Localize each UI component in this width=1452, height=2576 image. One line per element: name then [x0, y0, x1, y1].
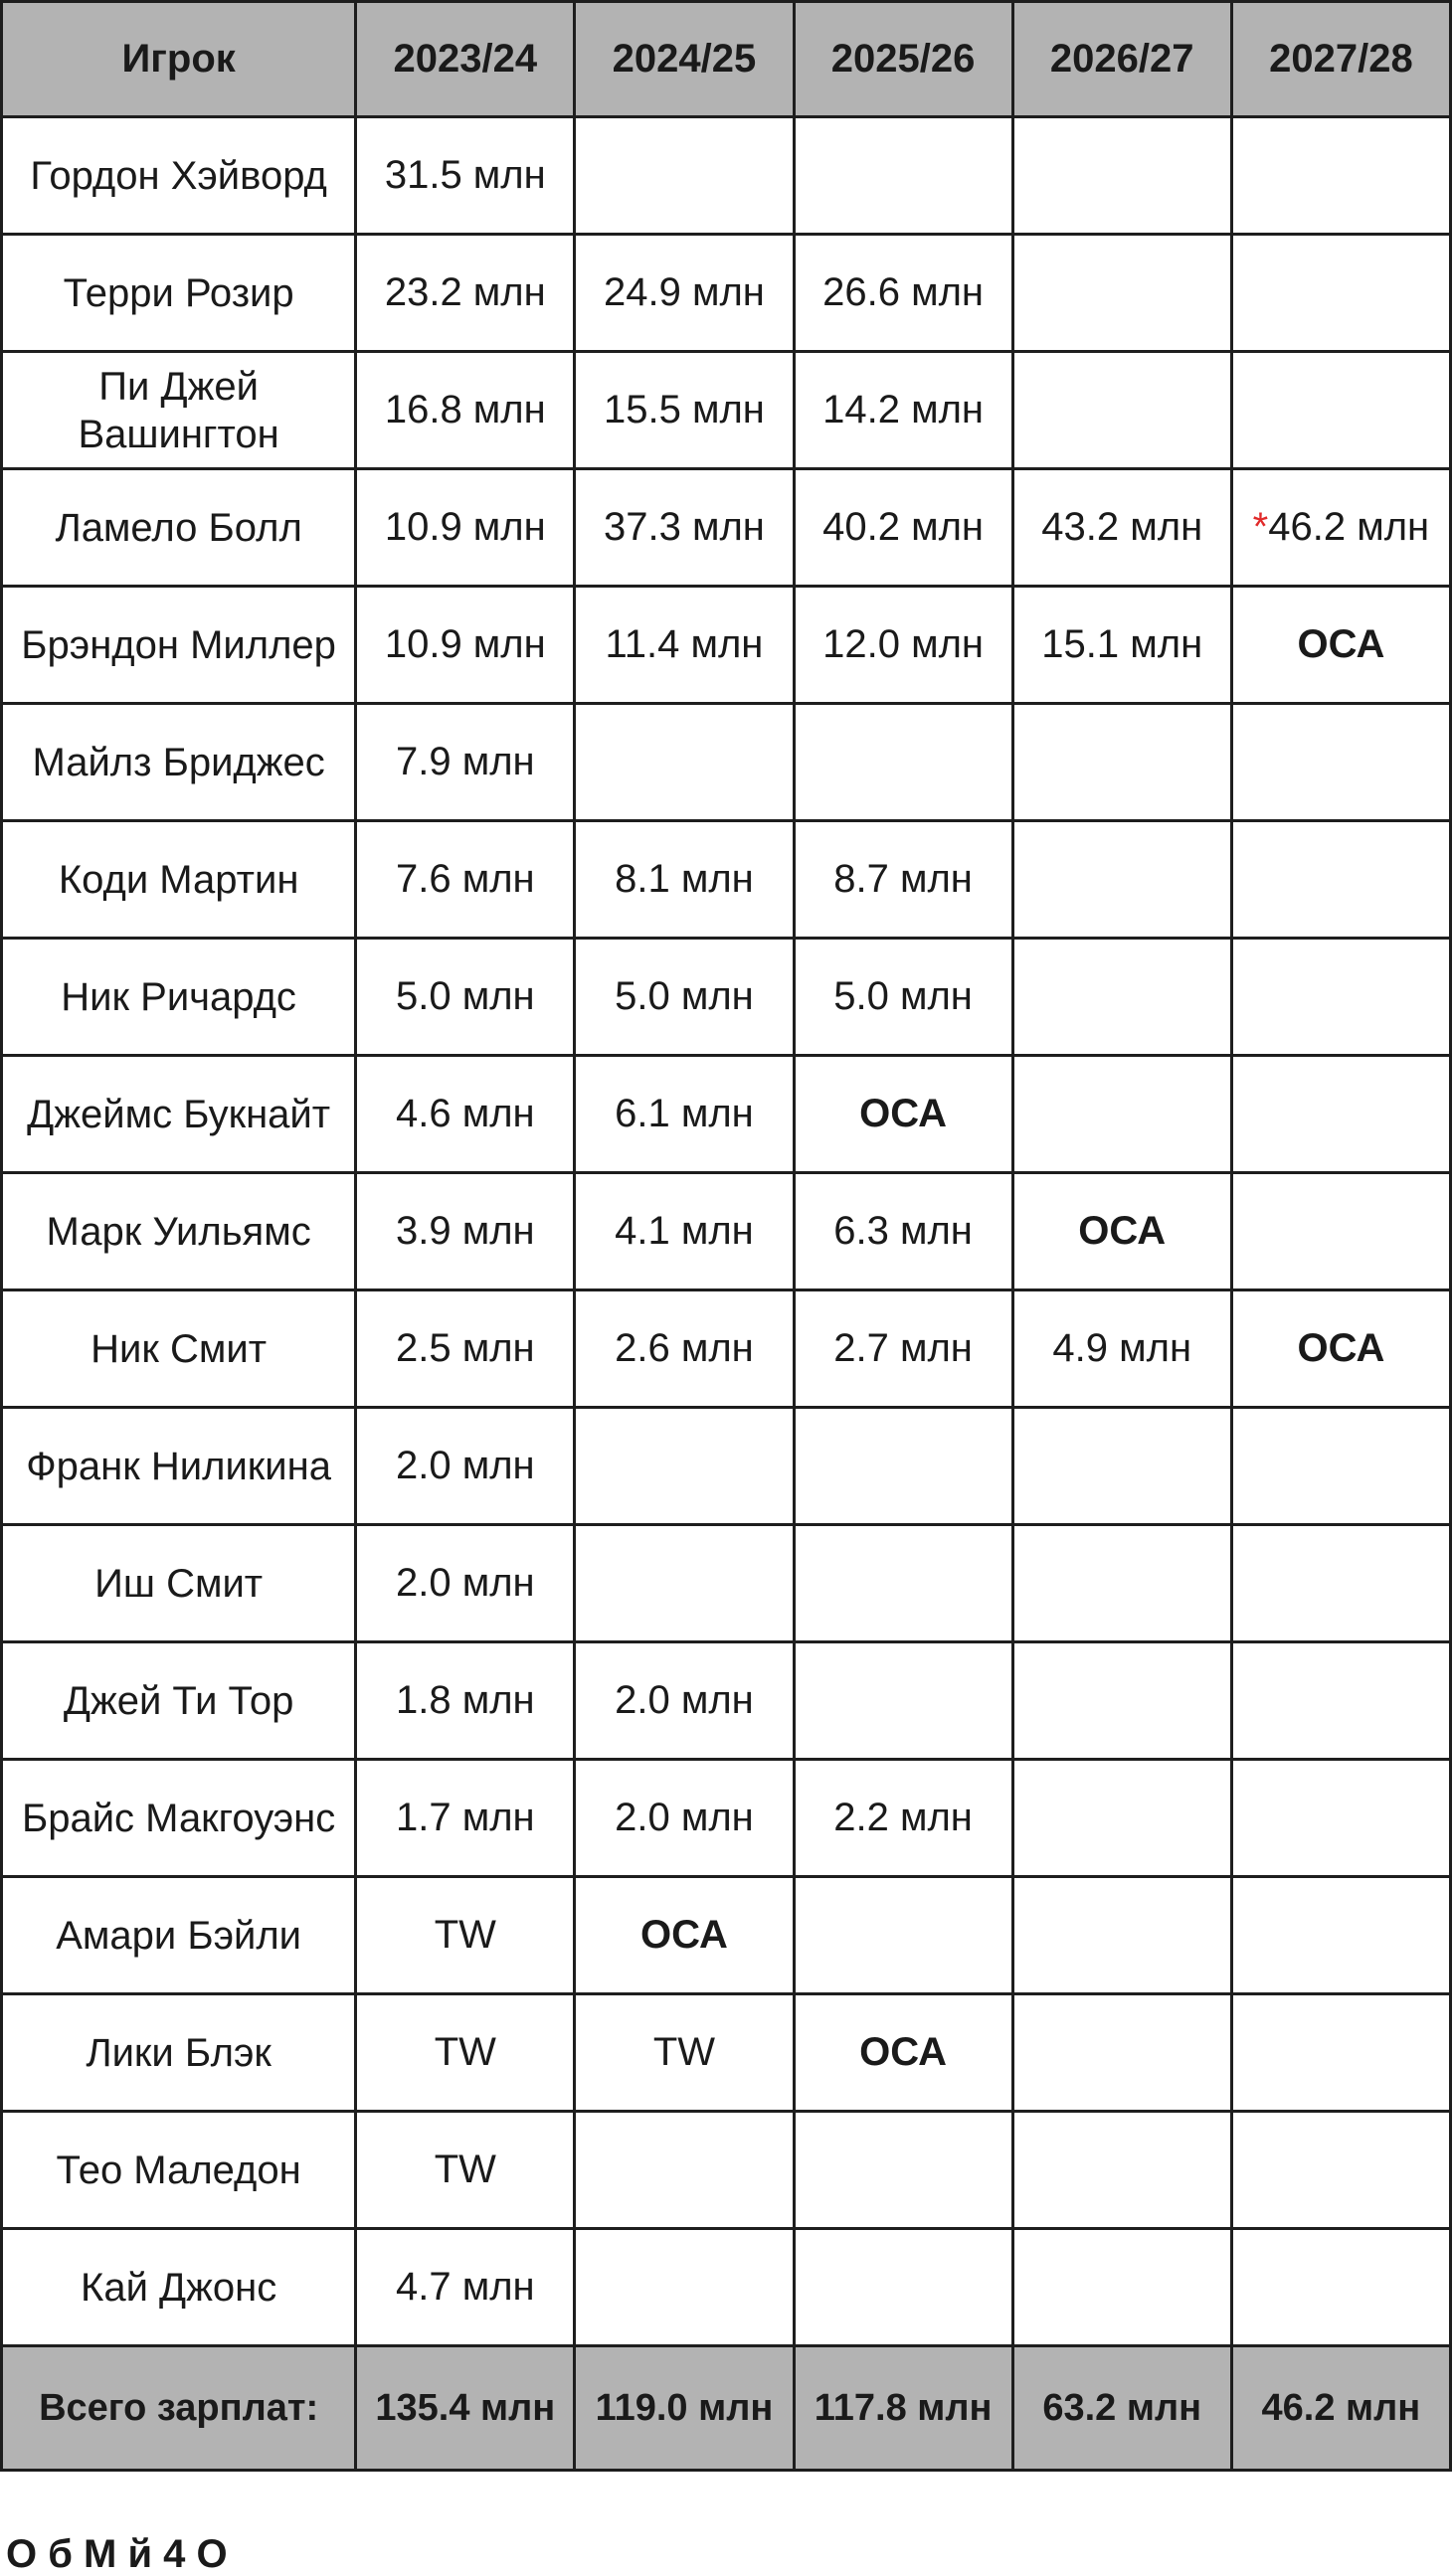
- salary-cell: [1012, 2229, 1231, 2346]
- salary-cell: 6.1 млн: [575, 1056, 794, 1173]
- player-name: Коди Мартин: [2, 821, 356, 939]
- salary-cell: 31.5 млн: [356, 117, 575, 235]
- salary-cell: [794, 1408, 1012, 1525]
- salary-cell: ОСА: [575, 1877, 794, 1994]
- salary-cell: 7.9 млн: [356, 704, 575, 821]
- header-season: 2025/26: [794, 2, 1012, 117]
- salary-cell: [1231, 821, 1450, 939]
- salary-cell: TW: [356, 2112, 575, 2229]
- player-name: Лики Блэк: [2, 1994, 356, 2112]
- player-name: Гордон Хэйворд: [2, 117, 356, 235]
- salary-cell: 10.9 млн: [356, 469, 575, 587]
- salary-cell: 7.6 млн: [356, 821, 575, 939]
- player-name: Иш Смит: [2, 1525, 356, 1642]
- salary-cell: 15.5 млн: [575, 352, 794, 469]
- player-name: Кай Джонс: [2, 2229, 356, 2346]
- salary-cell: 37.3 млн: [575, 469, 794, 587]
- salary-cell: 23.2 млн: [356, 235, 575, 352]
- salary-cell: TW: [575, 1994, 794, 2112]
- salary-cell: ОСА: [794, 1994, 1012, 2112]
- option-marker: *: [1252, 505, 1269, 549]
- salary-cell: 8.1 млн: [575, 821, 794, 939]
- table-row: [2, 587, 1451, 704]
- salary-cell: [794, 2112, 1012, 2229]
- salary-cell: [794, 1877, 1012, 1994]
- salary-cell: [1231, 1760, 1450, 1877]
- salary-cell: 10.9 млн: [356, 587, 575, 704]
- salary-cell: [1012, 352, 1231, 469]
- salary-cell: [1231, 2112, 1450, 2229]
- salary-cell: 4.1 млн: [575, 1173, 794, 1290]
- salary-cell: [1231, 1056, 1450, 1173]
- total-cell: 117.8 млн: [794, 2346, 1012, 2471]
- salary-cell: [1012, 1760, 1231, 1877]
- totals-label: Всего зарплат:: [2, 2346, 356, 2471]
- salary-cell: [1231, 1877, 1450, 1994]
- salary-cell: [1012, 1056, 1231, 1173]
- salary-cell: 5.0 млн: [356, 939, 575, 1056]
- table-row: [2, 1173, 1451, 1290]
- salary-cell: 24.9 млн: [575, 235, 794, 352]
- table-row: [2, 704, 1451, 821]
- salary-cell: 40.2 млн: [794, 469, 1012, 587]
- total-cell: 135.4 млн: [356, 2346, 575, 2471]
- salary-cell: [794, 2229, 1012, 2346]
- table-row: [2, 1642, 1451, 1760]
- salary-cell: [1231, 704, 1450, 821]
- salary-cell: [1231, 352, 1450, 469]
- salary-cell: ОСА: [794, 1056, 1012, 1173]
- player-name: Майлз Бриджес: [2, 704, 356, 821]
- salary-cell: [1012, 235, 1231, 352]
- table-row: [2, 1760, 1451, 1877]
- table-row: [2, 117, 1451, 235]
- salary-cell: [575, 2112, 794, 2229]
- salary-cell: [794, 1525, 1012, 1642]
- total-cell: 119.0 млн: [575, 2346, 794, 2471]
- salary-cell: [575, 117, 794, 235]
- player-name: Джей Ти Тор: [2, 1642, 356, 1760]
- header-season: 2024/25: [575, 2, 794, 117]
- total-cell: 63.2 млн: [1012, 2346, 1231, 2471]
- header-season: 2027/28: [1231, 2, 1450, 117]
- table-row: [2, 939, 1451, 1056]
- salary-cell: 2.0 млн: [575, 1642, 794, 1760]
- salary-cell: [1012, 704, 1231, 821]
- salary-cell: 2.5 млн: [356, 1290, 575, 1408]
- table-row: [2, 1877, 1451, 1994]
- salary-cell: ОСА: [1231, 587, 1450, 704]
- salary-cell: [1231, 469, 1450, 587]
- table-row: [2, 235, 1451, 352]
- player-name: Ник Ричардс: [2, 939, 356, 1056]
- salary-cell: [1231, 1408, 1450, 1525]
- salary-cell: [794, 1642, 1012, 1760]
- table-body: [2, 117, 1451, 2346]
- salary-cell: [575, 2229, 794, 2346]
- table-row: [2, 1525, 1451, 1642]
- table-row: [2, 352, 1451, 469]
- salary-cell: [1231, 117, 1450, 235]
- player-name: Брэндон Миллер: [2, 587, 356, 704]
- salary-cell: 6.3 млн: [794, 1173, 1012, 1290]
- salary-cell: [1231, 2229, 1450, 2346]
- salary-cell: [1231, 1173, 1450, 1290]
- salary-cell: [575, 1525, 794, 1642]
- player-name: Амари Бэйли: [2, 1877, 356, 1994]
- header-season: 2026/27: [1012, 2, 1231, 117]
- player-name: Тео Маледон: [2, 2112, 356, 2229]
- salary-cell: [1012, 1525, 1231, 1642]
- salary-cell: 4.7 млн: [356, 2229, 575, 2346]
- table-row: [2, 1056, 1451, 1173]
- salary-cell: [1231, 235, 1450, 352]
- salary-cell: TW: [356, 1994, 575, 2112]
- salary-cell: [1012, 1994, 1231, 2112]
- salary-cell: [1231, 1525, 1450, 1642]
- salary-cell: [1012, 1408, 1231, 1525]
- salary-cell: 2.0 млн: [575, 1760, 794, 1877]
- table-row: [2, 821, 1451, 939]
- salary-cell: [1012, 939, 1231, 1056]
- salary-cell: 4.9 млн: [1012, 1290, 1231, 1408]
- salary-cell: [1012, 2112, 1231, 2229]
- salary-cell: 11.4 млн: [575, 587, 794, 704]
- salary-cell: [794, 117, 1012, 235]
- salary-cell: [575, 704, 794, 821]
- salary-value: 46.2 млн: [1268, 505, 1430, 549]
- salary-cell: ОСА: [1012, 1173, 1231, 1290]
- salary-cell: 8.7 млн: [794, 821, 1012, 939]
- salary-cell: 26.6 млн: [794, 235, 1012, 352]
- salary-cell: 1.7 млн: [356, 1760, 575, 1877]
- salary-cell: 12.0 млн: [794, 587, 1012, 704]
- table-row: [2, 2112, 1451, 2229]
- total-cell: 46.2 млн: [1231, 2346, 1450, 2471]
- salary-cell: 2.0 млн: [356, 1525, 575, 1642]
- player-name: Марк Уильямс: [2, 1173, 356, 1290]
- salary-cell: 5.0 млн: [794, 939, 1012, 1056]
- salary-cell: [575, 1408, 794, 1525]
- salary-cell: [1012, 821, 1231, 939]
- salary-cell: 15.1 млн: [1012, 587, 1231, 704]
- table-row: [2, 1408, 1451, 1525]
- salary-cell: 5.0 млн: [575, 939, 794, 1056]
- table-row: [2, 1290, 1451, 1408]
- salary-cell: 1.8 млн: [356, 1642, 575, 1760]
- salary-cell: [794, 704, 1012, 821]
- header-player: Игрок: [2, 2, 356, 117]
- header-season: 2023/24: [356, 2, 575, 117]
- header-row: [2, 2, 1451, 117]
- table-row: [2, 469, 1451, 587]
- player-name: Терри Розир: [2, 235, 356, 352]
- salary-cell: 2.0 млн: [356, 1408, 575, 1525]
- salary-cell: [1012, 1877, 1231, 1994]
- salary-cell: [1231, 1642, 1450, 1760]
- salary-cell: ОСА: [1231, 1290, 1450, 1408]
- salary-cell: 2.6 млн: [575, 1290, 794, 1408]
- salary-cell: [1231, 1994, 1450, 2112]
- salary-cell: 16.8 млн: [356, 352, 575, 469]
- salary-cell: [1012, 117, 1231, 235]
- player-name: Брайс Макгоуэнс: [2, 1760, 356, 1877]
- player-name: Пи Джей Вашингтон: [2, 352, 356, 469]
- totals-row: [2, 2346, 1451, 2471]
- salary-cell: 2.2 млн: [794, 1760, 1012, 1877]
- cut-off-caption: О б М й 4 О: [6, 2532, 228, 2576]
- salary-cell: [1231, 939, 1450, 1056]
- table-row: [2, 1994, 1451, 2112]
- player-name: Джеймс Букнайт: [2, 1056, 356, 1173]
- salary-cell: TW: [356, 1877, 575, 1994]
- salary-cell: 14.2 млн: [794, 352, 1012, 469]
- table-row: [2, 2229, 1451, 2346]
- salary-cell: 4.6 млн: [356, 1056, 575, 1173]
- player-name: Ник Смит: [2, 1290, 356, 1408]
- salary-cell: [1012, 1642, 1231, 1760]
- player-name: Франк Ниликина: [2, 1408, 356, 1525]
- player-name: Ламело Болл: [2, 469, 356, 587]
- salary-cell: 3.9 млн: [356, 1173, 575, 1290]
- salary-cell: 2.7 млн: [794, 1290, 1012, 1408]
- salary-cell: 43.2 млн: [1012, 469, 1231, 587]
